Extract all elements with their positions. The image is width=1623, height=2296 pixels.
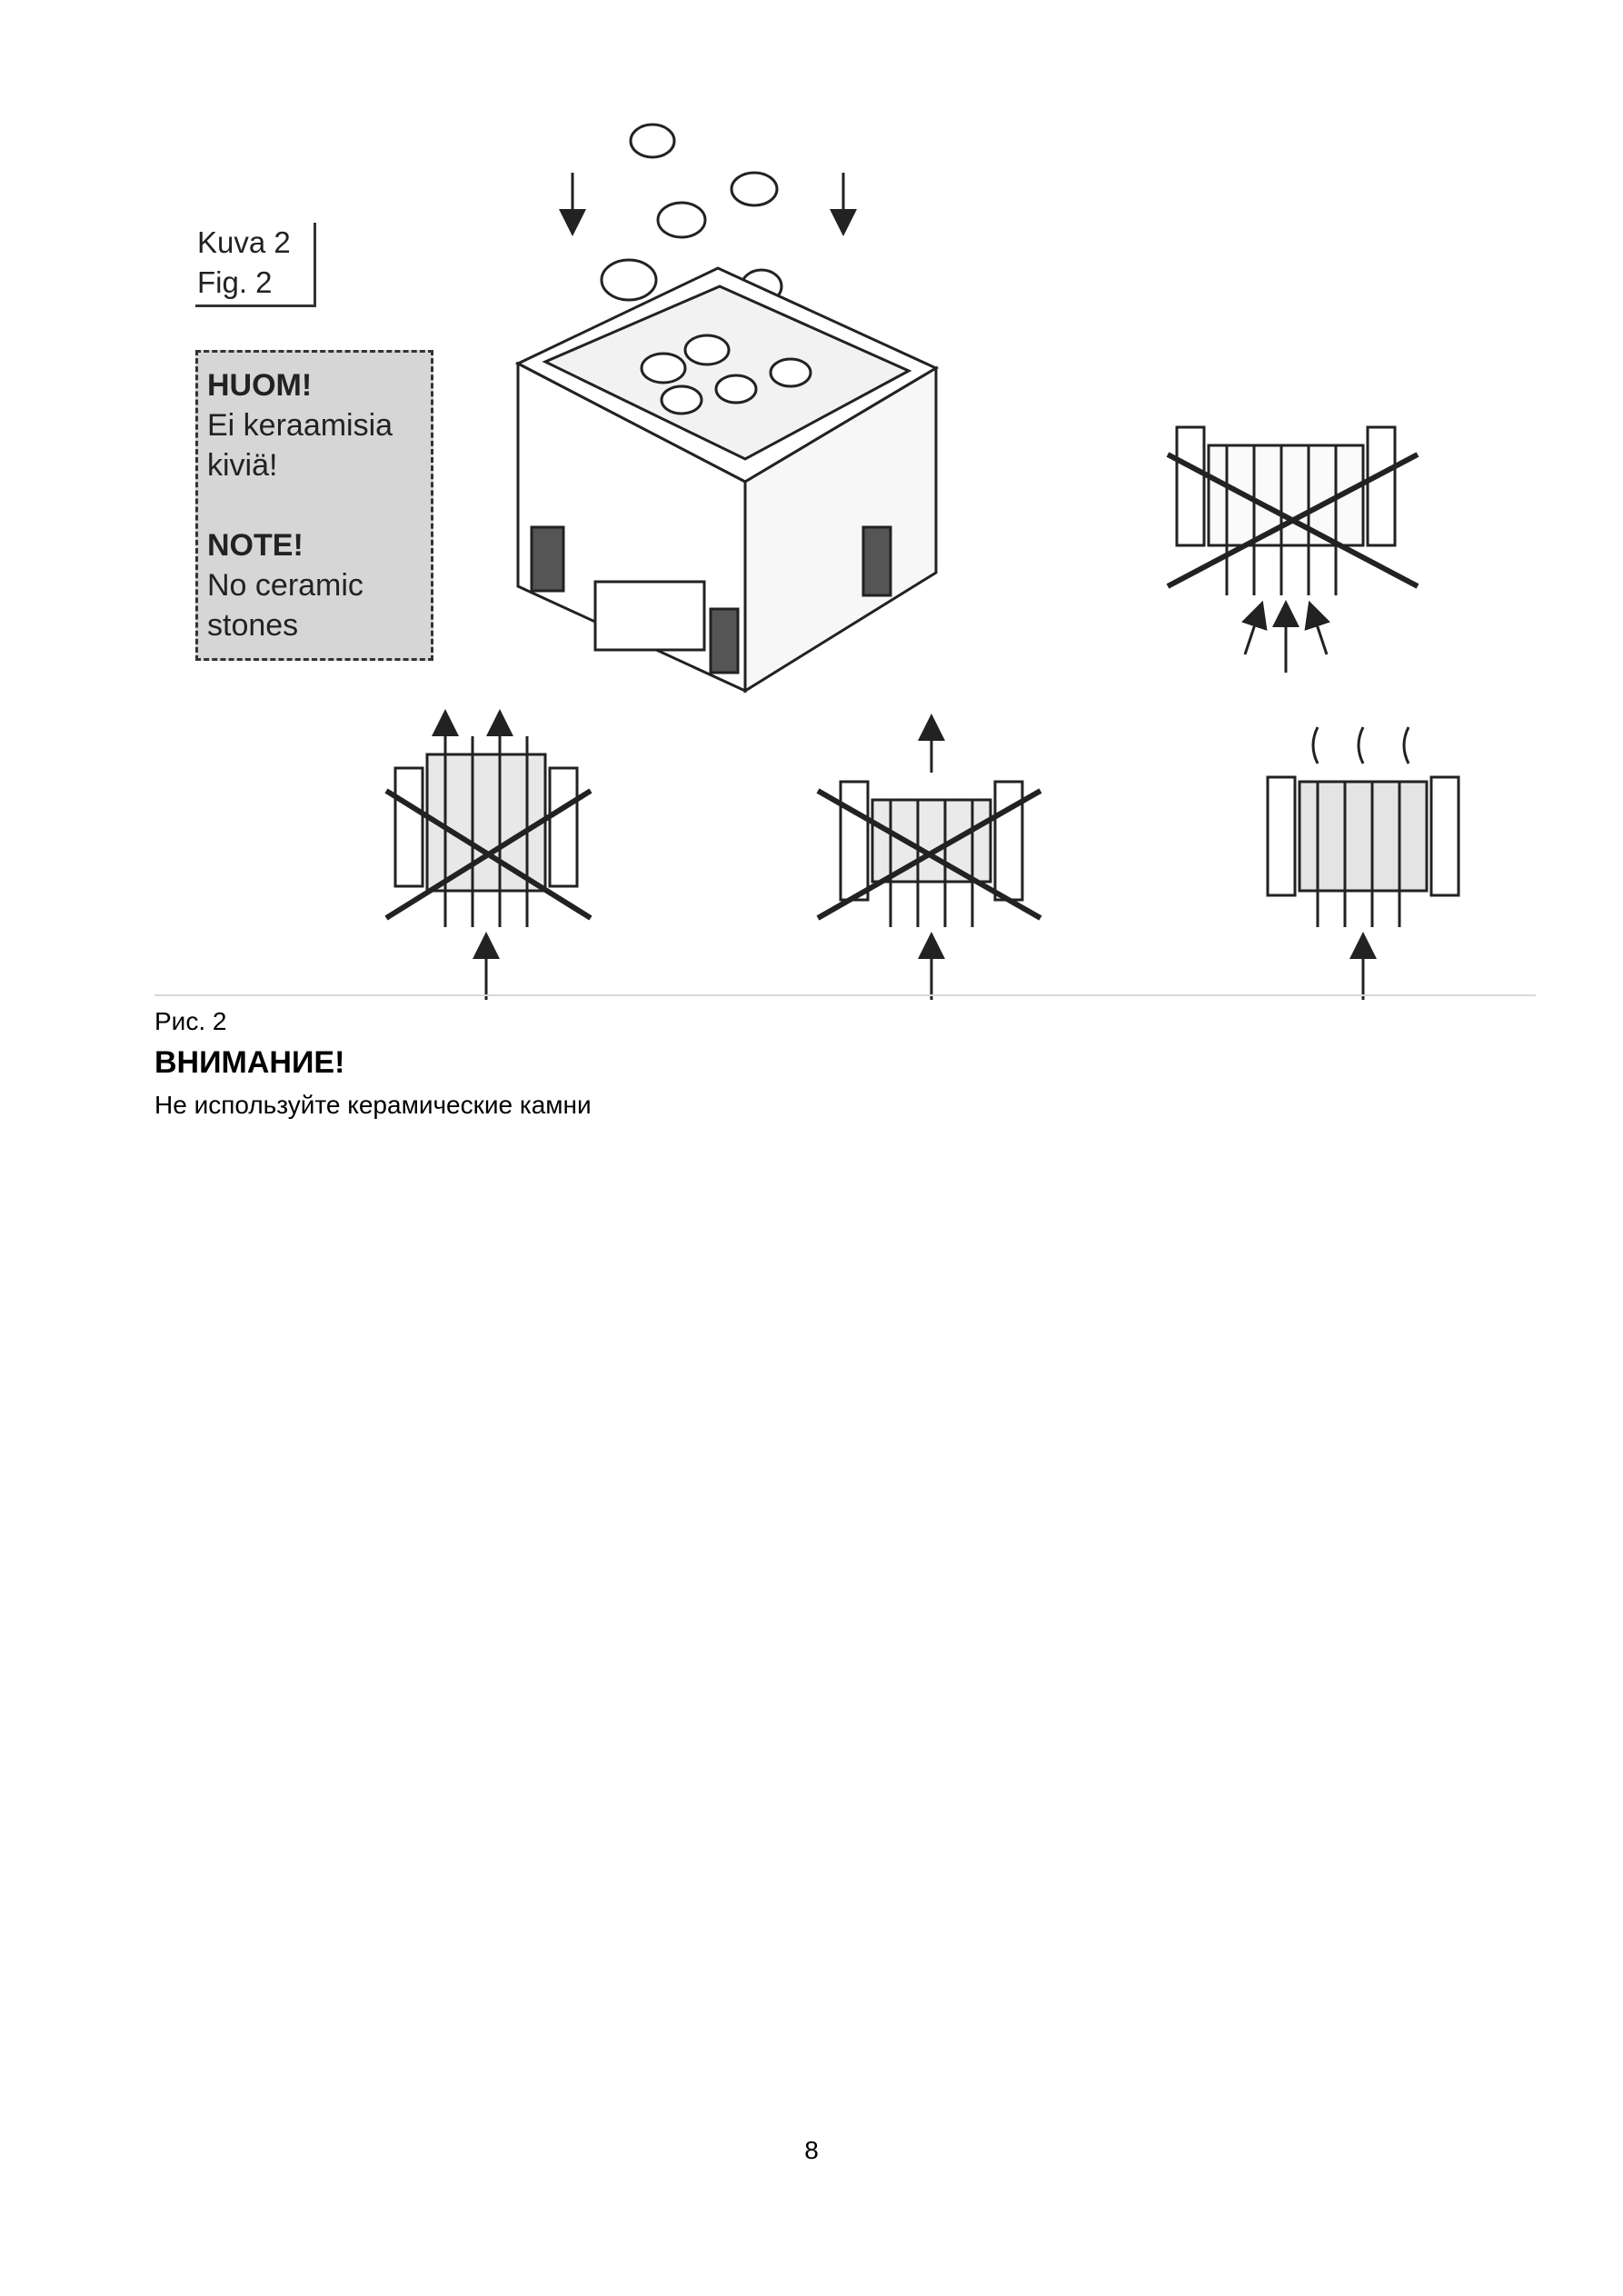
note-title: NOTE! xyxy=(207,528,304,563)
huom-title: HUOM! xyxy=(207,368,313,403)
fi-line-2: kiviä! xyxy=(207,448,278,483)
rack-wrong-2 xyxy=(386,723,591,1000)
rack-wrong-3 xyxy=(818,727,1041,1000)
warning-title-ru: ВНИМАНИЕ! xyxy=(154,1045,345,1080)
heater-box xyxy=(518,268,936,691)
figure-label-box xyxy=(195,223,316,307)
kuva-label: Kuva 2 xyxy=(197,225,291,259)
warning-note-box xyxy=(195,350,433,661)
figure-2 xyxy=(154,100,1536,1000)
warning-text-ru: Не используйте керамические камни xyxy=(154,1091,592,1119)
caption-divider xyxy=(154,994,1536,996)
fi-line-1: Ei keraamisia xyxy=(207,408,393,443)
figure-caption-ru: Рис. 2 xyxy=(154,1007,227,1035)
en-line-1: No ceramic xyxy=(207,568,363,603)
rack-correct xyxy=(1268,727,1459,1000)
page-number: 8 xyxy=(804,2136,819,2164)
falling-arrows xyxy=(573,173,843,223)
en-line-2: stones xyxy=(207,608,299,643)
rack-wrong-1 xyxy=(1168,427,1418,673)
fig-label: Fig. 2 xyxy=(197,265,273,299)
falling-stones xyxy=(602,125,782,303)
